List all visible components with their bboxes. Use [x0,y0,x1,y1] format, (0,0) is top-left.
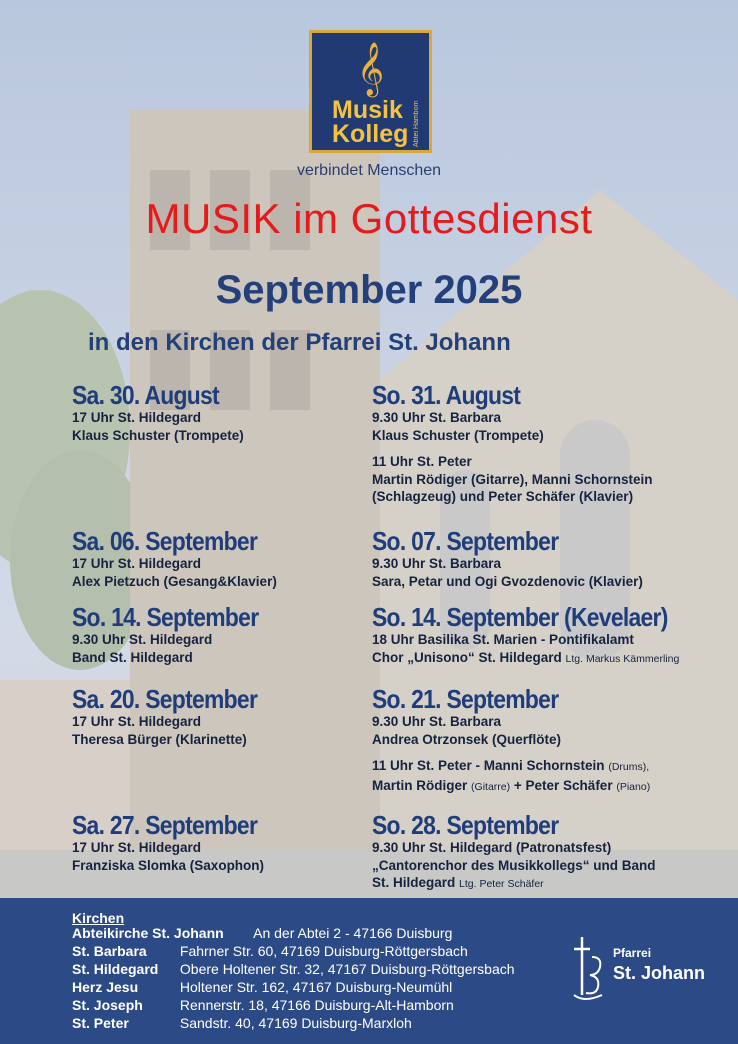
event-time-place-2 [372,757,650,777]
parish-subline: in den Kirchen der Pfarrei St. Johann [88,329,511,356]
event-time-place: 9.30 Uhr St. Barbara [372,556,502,572]
event-so-14-september [72,604,284,666]
event-so-21-september [372,686,650,796]
choir-name: Chor „Unisono“ St. Hildegard [372,649,562,665]
event-text: Martin Rödiger [372,777,468,793]
church-address: Sandstr. 40, 47169 Duisburg-Marxloh [179,1015,412,1031]
church-row-st-joseph [72,997,454,1013]
church-address: An der Abtei 2 - 47166 Duisburg [253,925,453,941]
event-performer: Klaus Schuster (Trompete) [72,427,244,443]
church-row-st-peter [72,1015,412,1031]
event-time-place: 9.30 Uhr St. Barbara [372,410,502,426]
logo-side-text: Abtei Hamborn [413,100,420,147]
event-instrument: (Piano) [616,780,651,793]
parish-cross-icon [568,935,608,1005]
church-row-st-barbara [72,943,468,959]
page-title: MUSIK im Gottesdienst [145,195,593,242]
event-text: St. Hildegard [372,875,456,891]
event-so-31-august [372,382,653,506]
choir-conductor: Ltg. Markus Kämmerling [565,652,680,665]
event-date: Sa. 06. September [72,526,258,556]
event-performer: Franziska Slomka (Saxophon) [72,857,265,873]
event-performer: Alex Pietzuch (Gesang&Klavier) [72,573,277,589]
event-time-place: 17 Uhr St. Hildegard [72,556,202,572]
event-time-place: 18 Uhr Basilika St. Marien - Pontifikalamt [372,632,634,648]
event-date: So. 21. September [372,684,559,714]
event-time-place: 9.30 Uhr St. Hildegard (Patronatsfest) [372,840,612,856]
event-sa-06-september [72,528,282,590]
event-time-place: 17 Uhr St. Hildegard [72,840,202,856]
pfarrei-label: Pfarrei [613,946,652,960]
event-performer [372,649,708,669]
logo-line-1: Musik [332,96,403,124]
event-so-14-september-kevelaer [372,604,708,668]
event-time-place: 17 Uhr St. Hildegard [72,714,202,730]
event-performer-2 [372,874,656,894]
event-time-place-2: 11 Uhr St. Peter [372,454,472,470]
event-text: + Peter Schäfer [513,777,613,793]
event-text: 11 Uhr St. Peter - Manni Schornstein [372,758,605,774]
footer-title: Kirchen [72,910,125,926]
event-performer-2: Martin Rödiger (Gitarre), Manni Schornstein [372,471,653,487]
church-name: Abteikirche St. Johann [72,925,224,941]
church-name: St. Joseph [72,997,143,1013]
church-address: Holtener Str. 162, 47167 Duisburg-Neumühl [179,979,453,995]
church-address: Fahrner Str. 60, 47169 Duisburg-Röttgersbach [179,943,468,959]
tagline: verbindet Menschen [296,162,442,179]
event-time-place: 9.30 Uhr St. Hildegard [72,632,213,648]
church-address: Obere Holtener Str. 32, 47167 Duisburg-Röttgersbach [179,961,515,977]
event-date: So. 14. September [72,602,259,632]
church-name: Herz Jesu [72,979,139,995]
event-conductor: Ltg. Peter Schäfer [459,878,544,891]
event-date: So. 28. September [372,810,559,840]
event-instrument: (Gitarre) [471,780,511,793]
event-sa-27-september [72,812,282,874]
church-row-abteikirche [72,925,452,941]
event-performer: Theresa Bürger (Klarinette) [72,731,247,747]
treble-clef-icon: 𝄞 [356,41,385,95]
event-date: So. 31. August [372,380,521,410]
event-date: So. 07. September [372,526,559,556]
event-so-28-september [372,812,656,894]
event-sa-30-august [72,382,244,444]
church-name: St. Barbara [72,943,147,959]
church-name: St. Hildegard [72,961,159,977]
logo-line-2: Kolleg [332,120,409,148]
event-time-place: 9.30 Uhr St. Barbara [372,714,502,730]
event-performer: Band St. Hildegard [72,649,193,665]
event-time-place: 17 Uhr St. Hildegard [72,410,202,426]
event-sa-20-september [72,686,282,748]
event-date: Sa. 27. September [72,810,258,840]
church-address: Rennerstr. 18, 47166 Duisburg-Alt-Hamborn [179,997,454,1013]
pfarrei-name: St. Johann [613,963,706,983]
event-instrument: (Drums), [608,761,650,774]
musikkolleg-logo [309,30,432,153]
event-date: Sa. 20. September [72,684,258,714]
event-date: Sa. 30. August [72,380,219,410]
event-performer: Klaus Schuster (Trompete) [372,427,544,443]
month-title: September 2025 [215,268,523,312]
church-name: St. Peter [72,1015,129,1031]
church-row-herz-jesu [72,979,452,995]
event-performer-3: (Schlagzeug) und Peter Schäfer (Klavier) [372,489,634,505]
event-performer-2 [372,777,650,797]
church-row-st-hildegard [72,961,515,977]
event-performer: Andrea Otrzonsek (Querflöte) [372,731,562,747]
event-performer: Sara, Petar und Ogi Gvozdenovic (Klavier) [372,573,643,589]
event-performer: „Cantorenchor des Musikkollegs“ und Band [372,857,656,873]
event-date: So. 14. September (Kevelaer) [372,602,668,632]
pfarrei-logo [568,935,718,1005]
event-so-07-september [372,528,643,590]
